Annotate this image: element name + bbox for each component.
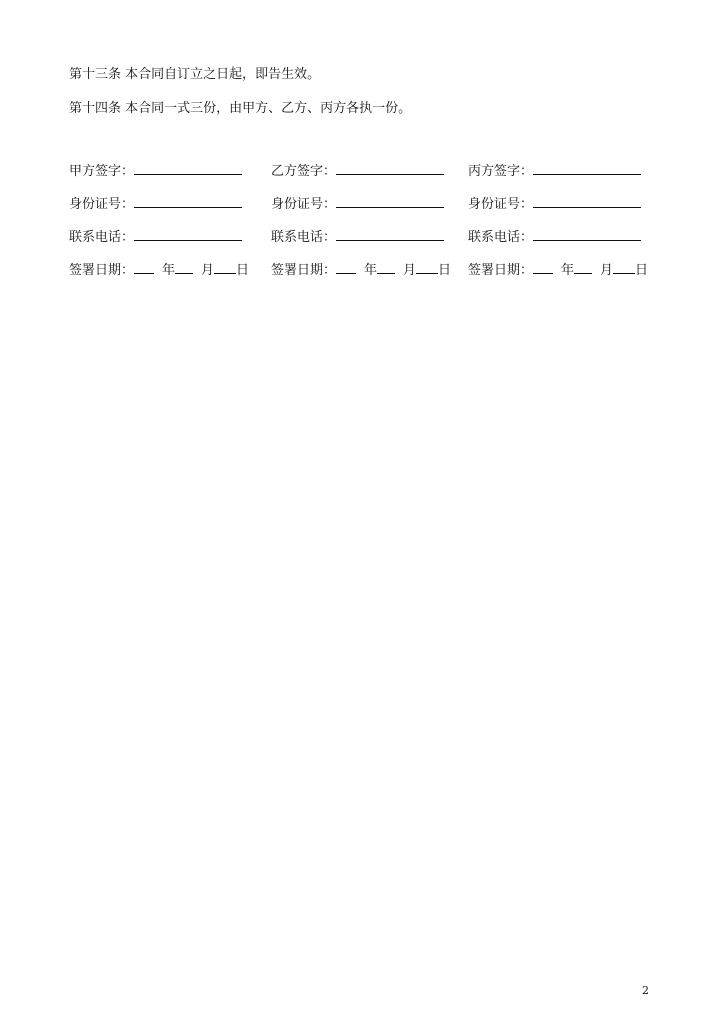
party-a-phone-label: 联系电话： (69, 230, 135, 245)
party-c-signature-line[interactable] (533, 161, 641, 175)
party-b-phone-field (271, 227, 444, 246)
party-b-month-unit: 月 (403, 263, 417, 278)
party-b-phone-line[interactable] (336, 227, 444, 241)
party-a-month-unit: 月 (201, 263, 215, 278)
party-a-phone-line[interactable] (134, 227, 242, 241)
party-c-month-blank[interactable] (574, 260, 592, 274)
party-a-signature-label: 甲方签字： (69, 164, 135, 179)
party-a-day-blank[interactable] (214, 260, 236, 274)
party-c-date-label: 签署日期： (468, 263, 534, 278)
party-b-id-line[interactable] (336, 194, 444, 208)
party-b-year-blank[interactable] (336, 260, 356, 274)
party-a-month-blank[interactable] (175, 260, 193, 274)
party-b-signature-field (271, 161, 444, 180)
party-b-date-field (271, 260, 451, 279)
party-c-signature-field (468, 161, 641, 180)
party-a-year-blank[interactable] (134, 260, 154, 274)
party-b-id-label: 身份证号： (271, 197, 337, 212)
party-a-id-line[interactable] (134, 194, 242, 208)
party-c-id-label: 身份证号： (468, 197, 534, 212)
party-c-date-field (468, 260, 648, 279)
party-a-id-field (69, 194, 242, 213)
party-c-day-blank[interactable] (613, 260, 635, 274)
party-b-year-unit: 年 (364, 263, 378, 278)
date-row (69, 260, 649, 293)
id-number-row (69, 194, 649, 227)
party-c-year-blank[interactable] (533, 260, 553, 274)
party-a-id-label: 身份证号： (69, 197, 135, 212)
party-c-phone-label: 联系电话： (468, 230, 534, 245)
party-c-year-unit: 年 (561, 263, 575, 278)
party-a-signature-line[interactable] (134, 161, 242, 175)
signature-row (69, 161, 649, 194)
party-c-phone-line[interactable] (533, 227, 641, 241)
party-b-phone-label: 联系电话： (271, 230, 337, 245)
clause-14-text: 第十四条 本合同一式三份，由甲方、乙方、丙方各执一份。 (69, 101, 412, 116)
clause-13-text: 第十三条 本合同自订立之日起，即告生效。 (69, 67, 321, 82)
party-c-day-unit: 日 (635, 263, 649, 278)
party-c-signature-label: 丙方签字： (468, 164, 534, 179)
party-a-year-unit: 年 (162, 263, 176, 278)
party-c-id-line[interactable] (533, 194, 641, 208)
party-b-id-field (271, 194, 444, 213)
party-a-date-field (69, 260, 249, 279)
party-a-day-unit: 日 (236, 263, 250, 278)
page-number: 2 (642, 984, 649, 997)
party-b-signature-label: 乙方签字： (271, 164, 337, 179)
party-b-day-blank[interactable] (416, 260, 438, 274)
party-c-id-field (468, 194, 641, 213)
signature-block (69, 161, 649, 293)
party-c-phone-field (468, 227, 641, 246)
party-b-signature-line[interactable] (336, 161, 444, 175)
party-a-date-label: 签署日期： (69, 263, 135, 278)
party-c-month-unit: 月 (600, 263, 614, 278)
party-b-day-unit: 日 (438, 263, 452, 278)
phone-row (69, 227, 649, 260)
party-a-phone-field (69, 227, 242, 246)
party-b-date-label: 签署日期： (271, 263, 337, 278)
party-a-signature-field (69, 161, 242, 180)
party-b-month-blank[interactable] (377, 260, 395, 274)
